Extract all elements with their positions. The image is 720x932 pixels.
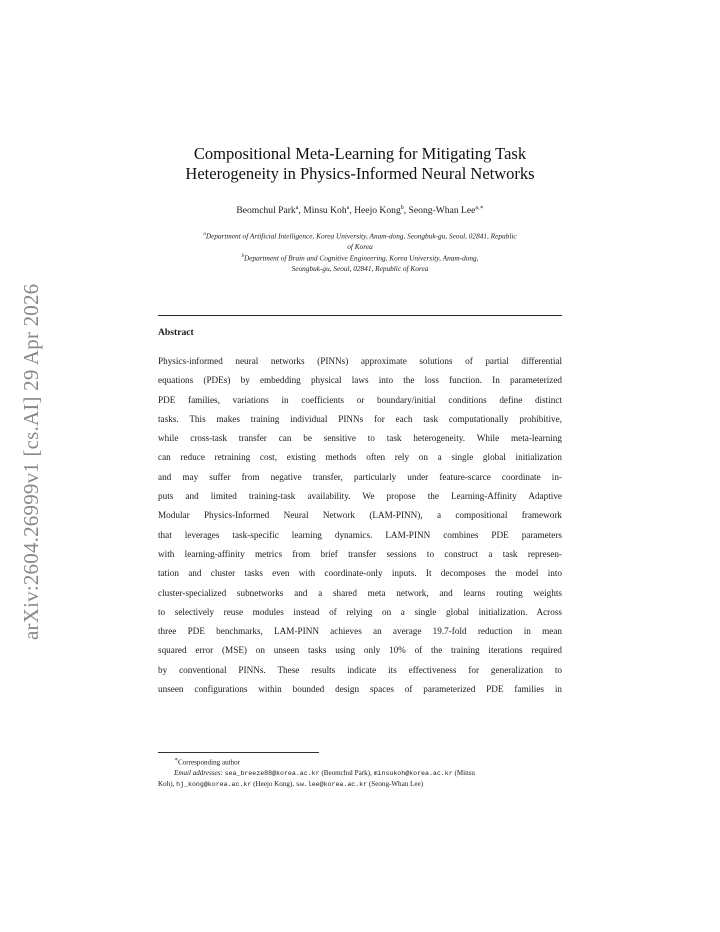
affiliation-a [158,230,562,242]
abstract-line: PDE families, variations in coefficients or boundary/initial conditions define distinct [158,394,562,405]
abstract-line: Physics-informed neural networks (PINNs) approximate solutions of partial differential [158,356,562,366]
abstract-line: to selectively reuse modules instead of relying on a single global initialization. Across [158,606,562,617]
email-line [158,768,562,779]
email-owner: (Beomchul Park), [321,768,372,777]
abstract-line: equations (PDEs) by embedding physical laws into the loss function. In parameterized [158,375,562,386]
corresponding-note [158,755,562,768]
abstract-line: can reduce retraining cost, existing methods often rely on a single global initialization [158,452,562,463]
abstract-line: that leverages task-specific learning dynamics. LAM-PINN combines PDE parameters [158,529,562,540]
author-name: Seong-Whan Lee [408,205,476,217]
arxiv-identifier: arXiv:2604.26999v1 [cs.AI] 29 Apr 2026 [19,283,43,640]
abstract-line: Modular Physics-Informed Neural Network (LAM-PINN), a compositional framework [158,510,562,521]
author-name: Minsu Koh [303,205,347,217]
corresponding-text: Corresponding author [178,758,241,767]
footnote-mark: ∗ [174,757,179,763]
email-address[interactable]: sea_breeze88@korea.ac.kr [224,769,320,777]
affil-b-line1: Department of Brain and Cognitive Engineering, Korea University, Anam-dong, [244,253,479,263]
email-line-cont [158,779,562,790]
author-name: Beomchul Park [236,205,296,217]
email-owner: (Minsu [454,768,475,777]
email-owner: (Heejo Kong), [253,779,295,788]
abstract-line: and may suffer from negative transfer, particularly under feature-scarce coordinate in- [158,471,562,482]
email-address[interactable]: hj_kong@korea.ac.kr [176,780,252,788]
abstract-line: while cross-task transfer can be sensitive to task heterogeneity. While meta-learning [158,433,562,444]
email-label: Email addresses: [174,768,223,777]
affiliation-b [158,252,562,264]
affil-a-line1: Department of Artificial Intelligence, Korea University, Anam-dong, Seongbuk-gu, Seoul, 02841, Republic [205,231,517,241]
footnote [158,755,562,790]
affil-b-line2: Seongbuk-gu, Seoul, 02841, Republic of Korea [291,263,429,273]
affiliations [158,230,562,274]
abstract-line: squared error (MSE) on unseen tasks using only 10% of the training iterations required [158,645,562,656]
abstract-body [158,352,562,699]
abstract-line: puts and limited training-task availability. We propose the Learning-Affinity Adaptive [158,491,562,502]
affil-a-line2: of Korea [347,241,373,251]
abstract-line: by conventional PINNs. These results indicate its effectiveness for generalization to [158,664,562,675]
author-affil-mark: b [400,205,404,211]
email-owner: Koh), [158,779,175,788]
abstract-line: unseen configurations within bounded design spaces of parameterized PDE families in [158,684,562,695]
abstract-line: three PDE benchmarks, LAM-PINN achieves an average 19.7-fold reduction in mean [158,626,562,637]
email-address[interactable]: sw.lee@korea.ac.kr [295,780,368,788]
paper-title [158,144,562,184]
abstract-line: cluster-specialized subnetworks and a shared meta network, and learns routing weights [158,587,562,598]
abstract-line: tasks. This makes training individual PINNs for each task computationally prohibitive, [158,413,562,424]
email-address[interactable]: minsukoh@korea.ac.kr [373,769,453,777]
author-list: Beomchul Park$^a$, Minsu Koh$^a$, Heejo Kong$^b$, Seong-Whan Lee$^{a,∗}$ [236,205,484,217]
author-name: Heejo Kong [354,205,401,217]
author-affil-mark: a [295,205,299,211]
affil-mark: a [203,232,206,237]
abstract-top-rule [158,315,562,316]
author-affil-mark: a,∗ [475,205,484,211]
author-affil-mark: a [346,205,350,211]
title-line-1: Compositional Meta-Learning for Mitigating Task [193,144,527,163]
abstract-line: tation and cluster tasks even with coordinate-only inputs. It decomposes the model into [158,568,562,579]
footnote-rule [158,752,319,753]
email-owner: (Seong-Whan Lee) [368,779,424,788]
title-line-2: Heterogeneity in Physics-Informed Neural Networks [185,164,535,183]
affil-mark: b [241,254,244,260]
abstract-line: with learning-affinity metrics from brief transfer sessions to construct a task represen- [158,548,562,559]
abstract-heading: Abstract [158,327,194,338]
